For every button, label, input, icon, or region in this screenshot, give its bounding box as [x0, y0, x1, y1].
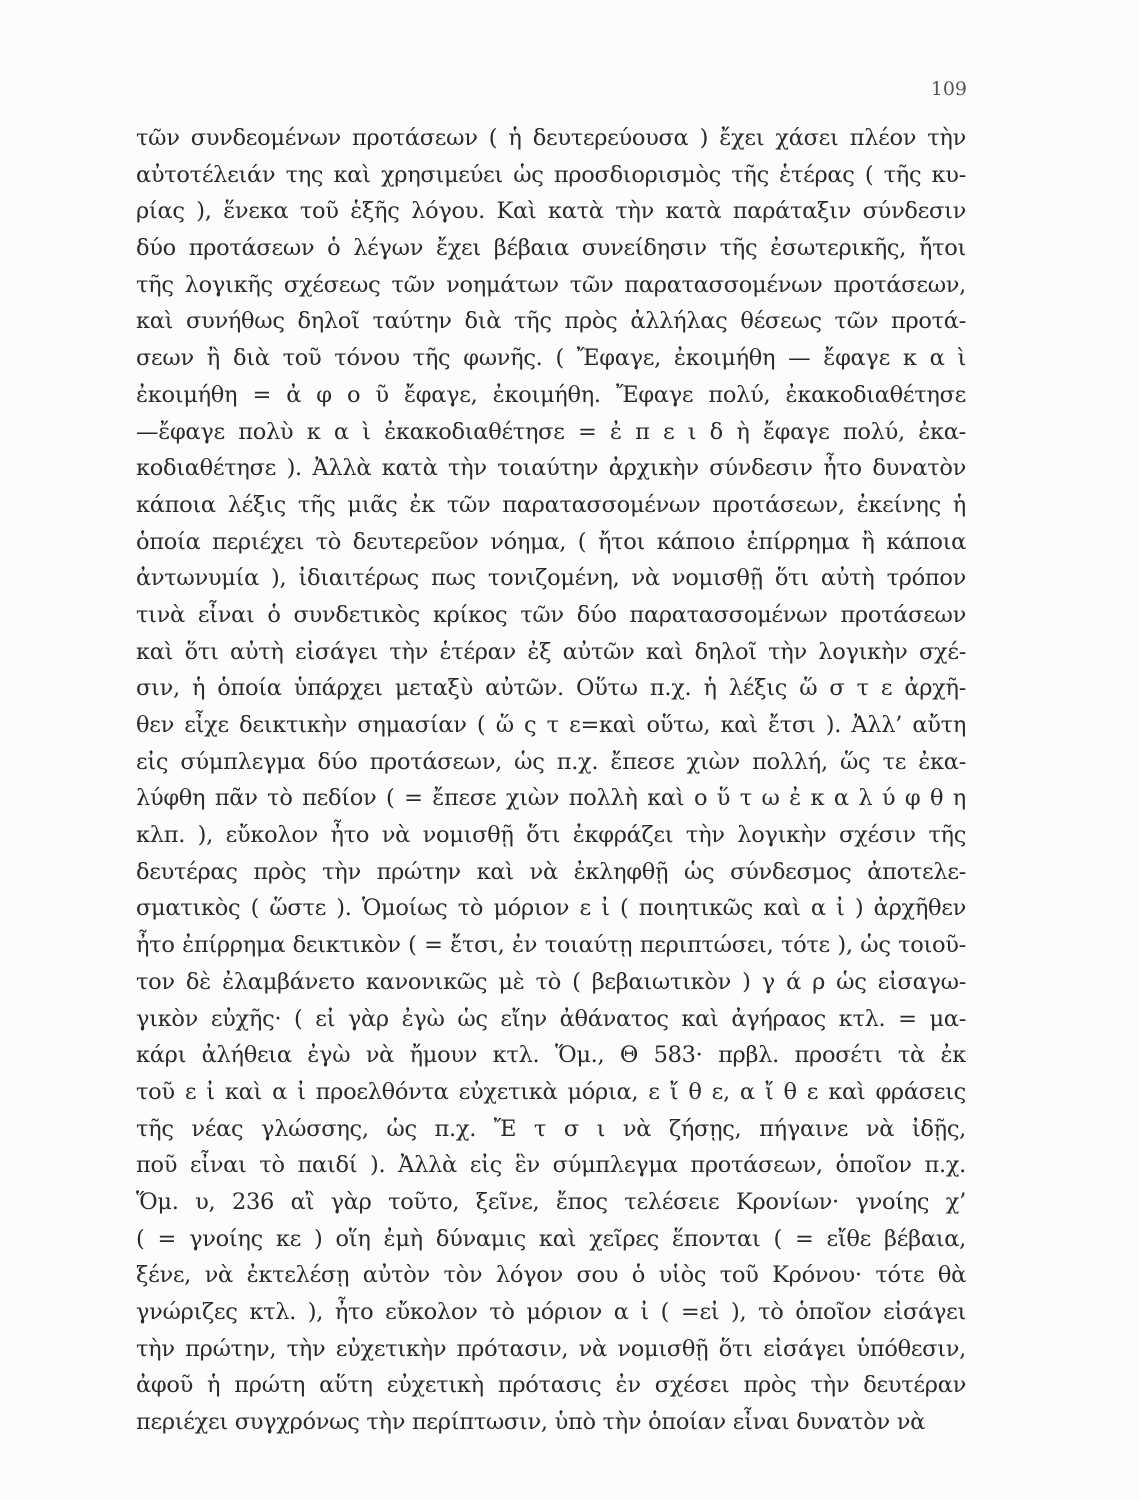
text-line: καὶ ὅτι αὐτὴ εἰσάγει τὴν ἑτέραν ἐξ αὐτῶν καὶ δηλοῖ τὴν λογικὴν σχέ-	[136, 638, 966, 665]
text-line: δευτέρας πρὸς τὴν πρώτην καὶ νὰ ἐκληφθῇ ὡς σύνδεσμος ἀποτελε-	[136, 858, 966, 885]
text-line: τοῦ ε ἰ καὶ α ἰ προελθόντα εὐχετικὰ μόρια, ε ἴ θ ε, α ἴ θ ε καὶ φράσεις	[136, 1078, 966, 1105]
body-text	[136, 120, 966, 1441]
text-line: ρίας ), ἕνεκα τοῦ ἑξῆς λόγου. Καὶ κατὰ τὴν κατὰ παράταξιν σύνδεσιν	[136, 198, 966, 225]
text-line: σιν, ἡ ὁποία ὑπάρχει μεταξὺ αὐτῶν. Οὕτω π.χ. ἡ λέξις ὥ σ τ ε ἀρχῆ-	[136, 675, 966, 702]
text-line: τῆς νέας γλώσσης, ὡς π.χ. Ἔ τ σ ι νὰ ζήσῃς, πήγαινε νὰ ἰδῇς,	[136, 1115, 966, 1142]
text-line: λύφθη πᾶν τὸ πεδίον ( = ἔπεσε χιὼν πολλὴ καὶ ο ὕ τ ω ἐ κ α λ ύ φ θ η	[136, 785, 966, 812]
text-line: ( = γνοίης κε ) οἵη ἐμὴ δύναμις καὶ χεῖρες ἕπονται ( = εἴθε βέβαια,	[136, 1225, 966, 1252]
text-line: κλπ. ), εὔκολον ἦτο νὰ νομισθῇ ὅτι ἐκφράζει τὴν λογικὴν σχέσιν τῆς	[136, 822, 966, 849]
text-line: σεων ἢ διὰ τοῦ τόνου τῆς φωνῆς. ( Ἔφαγε, ἐκοιμήθη — ἔφαγε κ α ὶ	[136, 345, 966, 372]
text-line: ἀφοῦ ἡ πρώτη αὕτη εὐχετικὴ πρότασις ἐν σχέσει πρὸς τὴν δευτέραν	[136, 1372, 966, 1399]
text-line: τον δὲ ἐλαμβάνετο κανονικῶς μὲ τὸ ( βεβαιωτικὸν ) γ ά ρ ὡς εἰσαγω-	[136, 968, 966, 995]
text-line: τῆς λογικῆς σχέσεως τῶν νοημάτων τῶν παρατασσομένων προτάσεων,	[136, 271, 966, 298]
text-line: ἀντωνυμία ), ἰδιαιτέρως πως τονιζομένη, νὰ νομισθῇ ὅτι αὐτὴ τρόπον	[136, 565, 966, 592]
text-line: —ἔφαγε πολὺ κ α ὶ ἐκακοδιαθέτησε = ἐ π ε ι δ ὴ ἔφαγε πολύ, ἐκα-	[136, 418, 966, 445]
text-line: τῶν συνδεομένων προτάσεων ( ἡ δευτερεύουσα ) ἔχει χάσει πλέον τὴν	[136, 125, 966, 151]
text-line: ποῦ εἶναι τὸ παιδί ). Ἀλλὰ εἰς ἓν σύμπλεγμα προτάσεων, ὁποῖον π.χ.	[136, 1152, 966, 1179]
text-line: ἦτο ἐπίρρημα δεικτικὸν ( = ἔτσι, ἐν τοιαύτῃ περιπτώσει, τότε ), ὡς τοιοῦ-	[136, 932, 966, 959]
text-line: αὐτοτέλειάν της καὶ χρησιμεύει ὡς προσδιορισμὸς τῆς ἑτέρας ( τῆς κυ-	[136, 161, 966, 188]
text-line: εἰς σύμπλεγμα δύο προτάσεων, ὡς π.χ. ἔπεσε χιὼν πολλή, ὥς τε ἐκα-	[136, 748, 966, 775]
text-line: καὶ συνήθως δηλοῖ ταύτην διὰ τῆς πρὸς ἀλλήλας θέσεως τῶν προτά-	[136, 308, 966, 335]
text-line: δύο προτάσεων ὁ λέγων ἔχει βέβαια συνείδησιν τῆς ἐσωτερικῆς, ἤτοι	[136, 235, 966, 262]
text-line: γνώριζες κτλ. ), ἦτο εὔκολον τὸ μόριον α ἰ ( =εἰ ), τὸ ὁποῖον εἰσάγει	[136, 1299, 966, 1325]
text-line: Ὅμ. υ, 236 αἲ γὰρ τοῦτο, ξεῖνε, ἔπος τελέσειε Κρονίων· γνοίης χ’	[136, 1188, 966, 1215]
text-line: ὁποία περιέχει τὸ δευτερεῦον νόημα, ( ἤτοι κάποιο ἐπίρρημα ἢ κάποια	[136, 528, 966, 555]
text-line: περιέχει συγχρόνως τὴν περίπτωσιν, ὑπὸ τὴν ὁποίαν εἶναι δυνατὸν νὰ	[136, 1409, 926, 1436]
text-line: κοδιαθέτησε ). Ἀλλὰ κατὰ τὴν τοιαύτην ἀρχικὴν σύνδεσιν ἦτο δυνατὸν	[136, 455, 966, 482]
text-line: ἐκοιμήθη = ἀ φ ο ῦ ἔφαγε, ἐκοιμήθη. Ἔφαγε πολύ, ἐκακοδιαθέτησε	[136, 381, 966, 408]
text-line: γικὸν εὐχῆς· ( εἰ γὰρ ἐγὼ ὡς εἴην ἀθάνατος καὶ ἀγήραος κτλ. = μα-	[136, 1005, 966, 1032]
page-number: 109	[930, 78, 967, 100]
text-line: τὴν πρώτην, τὴν εὐχετικὴν πρότασιν, νὰ νομισθῇ ὅτι εἰσάγει ὑπόθεσιν,	[136, 1335, 966, 1362]
text-line: ξένε, νὰ ἐκτελέσῃ αὐτὸν τὸν λόγον σου ὁ υἱὸς τοῦ Κρόνου· τότε θὰ	[136, 1262, 966, 1289]
text-line: σματικὸς ( ὥστε ). Ὁμοίως τὸ μόριον ε ἰ ( ποιητικῶς καὶ α ἰ ) ἀρχῆθεν	[136, 895, 966, 922]
text-line: θεν εἶχε δεικτικὴν σημασίαν ( ὥ ς τ ε=καὶ οὕτω, καὶ ἔτσι ). Ἀλλ’ αὔτη	[136, 712, 966, 738]
text-line: κάρι ἀλήθεια ἐγὼ νὰ ἤμουν κτλ. Ὅμ., Θ 583· πρβλ. προσέτι τὰ ἐκ	[136, 1042, 966, 1069]
text-line: τινὰ εἶναι ὁ συνδετικὸς κρίκος τῶν δύο παρατασσομένων προτάσεων	[136, 601, 966, 628]
text-line: κάποια λέξις τῆς μιᾶς ἐκ τῶν παρατασσομένων προτάσεων, ἐκείνης ἡ	[136, 491, 966, 518]
